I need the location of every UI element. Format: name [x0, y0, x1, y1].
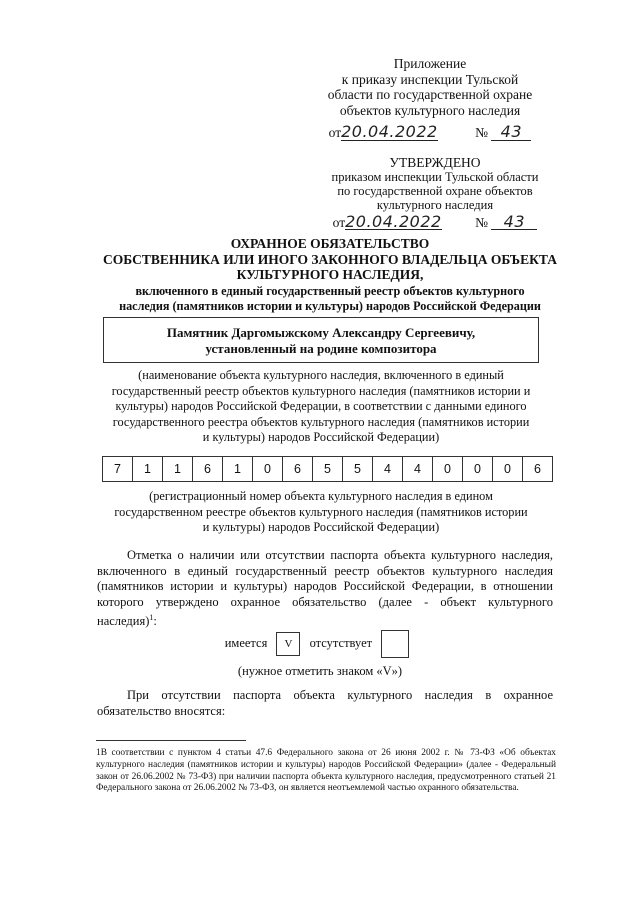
registration-digit-cell: 5	[312, 456, 343, 482]
has-passport-label: имеется	[224, 635, 268, 650]
passport-colon: :	[153, 614, 157, 629]
has-passport-checkbox[interactable]: V	[276, 632, 300, 656]
title-line-1: ОХРАННОЕ ОБЯЗАТЕЛЬСТВО	[230, 236, 430, 251]
registration-digit-cell: 0	[252, 456, 283, 482]
document-subtitle	[60, 284, 600, 314]
registration-digit-cell: 1	[162, 456, 193, 482]
subtitle-line-2: наследия (памятников истории и культуры) народов Российской Федерации	[119, 299, 541, 313]
object-name-line-2: установленный на родине композитора	[205, 341, 437, 356]
absence-text: При отсутствии паспорта объекта культурного наследия в охранное обязательство вносятся:	[97, 688, 553, 718]
object-name-box	[103, 317, 539, 363]
registration-digit-cell: 6	[522, 456, 553, 482]
approved-line-3: культурного наследия	[376, 198, 494, 212]
registration-digit-cell: 6	[282, 456, 313, 482]
appendix-line-3: области по государственной охране	[327, 87, 533, 102]
no-passport-checkbox[interactable]	[381, 630, 409, 658]
no-passport-label: отсутствует	[309, 635, 373, 650]
absence-paragraph	[97, 688, 553, 719]
approved-number-prefix: №	[475, 215, 488, 230]
registration-digit-cell: 1	[132, 456, 163, 482]
passport-text-body: Отметка о наличии или отсутствии паспорта объекта культурного наследия, включенного в единый государственный реестр объектов культурного наследия (памятников истории и культуры) народов Российской Федерации, в отношении которого утверждено охранное обязательство (далее - объект культурного наследия)	[97, 548, 553, 629]
passport-text	[97, 548, 553, 630]
registration-caption-line-2: государственном реестре объектов культурного наследия (памятников истории	[114, 504, 528, 519]
title-line-3: КУЛЬТУРНОГО НАСЛЕДИЯ,	[236, 267, 424, 282]
footnote-text: 1В соответствии с пунктом 4 статьи 47.6 Федерального закона от 26 июня 2002 г. № 73-ФЗ «Об объектах культурного наследия (памятников истории и культуры) народов Российской Федерации» (далее - Федеральный закон от 26.06.2002 № 73-ФЗ) при наличии паспорта объекта культурного наследия, предусмотренного статьей 21 Федерального закона от 26.06.2002 № 73-ФЗ, он является неотъемлемой частью охранного обязательства.	[96, 748, 556, 794]
approved-line-1: приказом инспекции Тульской области	[331, 170, 539, 184]
appendix-line-2: к приказу инспекции Тульской	[341, 71, 519, 87]
registration-caption-line-1: (регистрационный номер объекта культурного наследия в едином	[149, 489, 493, 503]
approved-date: 20.04.2022	[345, 212, 442, 231]
checkbox-hint: (нужное отметить знаком «V»)	[237, 664, 403, 678]
approved-date-prefix: от	[332, 215, 346, 230]
appendix-date-row	[300, 124, 560, 141]
approved-number: 43	[491, 215, 537, 230]
appendix-number: 43	[491, 124, 531, 141]
registration-caption	[90, 489, 552, 536]
appendix-number-prefix: №	[475, 125, 488, 140]
registration-digit-cell: 6	[192, 456, 223, 482]
appendix-line-1: Приложение	[393, 56, 467, 71]
document-title	[60, 236, 600, 283]
appendix-date-prefix: от	[328, 125, 342, 140]
passport-checkbox-row	[0, 630, 640, 658]
object-caption-line-5: и культуры) народов Российской Федерации)	[202, 430, 440, 444]
object-name-caption	[90, 368, 552, 446]
footnote-reference: 1	[149, 613, 154, 622]
registration-digit-cell: 1	[222, 456, 253, 482]
registration-digit-cell: 4	[372, 456, 403, 482]
appendix-block	[300, 56, 560, 141]
approved-heading: УТВЕРЖДЕНО	[389, 155, 481, 170]
approved-date-row	[310, 212, 560, 231]
approved-block	[310, 156, 560, 230]
registration-digit-cell: 7	[102, 456, 133, 482]
registration-digit-cell: 4	[402, 456, 433, 482]
appendix-line-4: объектов культурного наследия	[339, 102, 521, 118]
registration-digit-cell: 0	[432, 456, 463, 482]
passport-paragraph	[97, 548, 553, 630]
object-caption-line-2: государственный реестр объектов культурного наследия (памятников истории и	[111, 383, 531, 398]
registration-digit-cell: 0	[492, 456, 523, 482]
registration-digit-cell: 5	[342, 456, 373, 482]
object-caption-line-1: (наименование объекта культурного наследия, включенного в единый	[138, 368, 504, 382]
subtitle-line-1: включенного в единый государственный реестр объектов культурного	[135, 284, 525, 298]
registration-number-grid	[103, 456, 553, 482]
appendix-date: 20.04.2022	[341, 122, 438, 141]
object-caption-line-4: государственного реестра объектов культурного наследия (памятников истории	[112, 414, 530, 429]
object-name-line-1: Памятник Даргомыжскому Александру Сергеевичу,	[166, 325, 476, 340]
footnote-divider	[96, 740, 246, 741]
registration-digit-cell: 0	[462, 456, 493, 482]
title-line-2: СОБСТВЕННИКА ИЛИ ИНОГО ЗАКОННОГО ВЛАДЕЛЬЦА ОБЪЕКТА	[103, 251, 557, 267]
object-caption-line-3: культуры) народов Российской Федерации, в соответствии с данными единого	[115, 399, 527, 413]
registration-caption-line-3: и культуры) народов Российской Федерации)	[202, 520, 440, 534]
approved-line-2: по государственной охране объектов	[337, 184, 533, 198]
